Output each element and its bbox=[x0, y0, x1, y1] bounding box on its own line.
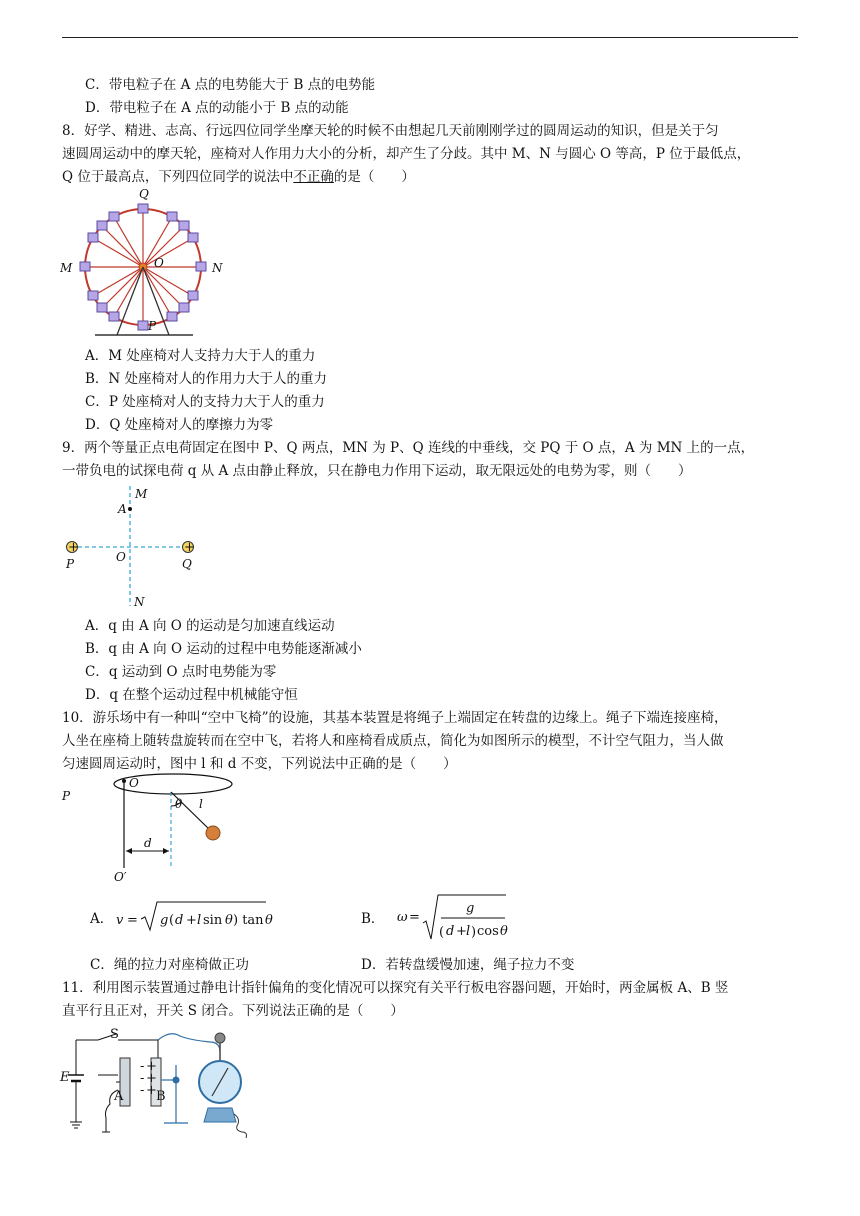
q10-option-b[interactable]: B． bbox=[361, 911, 385, 927]
q9-stem-line1: 9．两个等量正点电荷固定在图中 P、Q 两点，MN 为 P、Q 连线的中垂线，交 PQ 于 O 点，A 为 MN 上的一点， bbox=[62, 440, 755, 456]
label-o: O bbox=[116, 550, 126, 564]
q8-stem-line2: 速圆周运动中的摩天轮，座椅对人作用力大小的分析，却产生了分歧。其中 M、N 与圆心 O 等高，P 位于最低点， bbox=[62, 146, 751, 162]
svg-text:-: - bbox=[140, 1059, 145, 1074]
svg-text:(: ( bbox=[169, 913, 175, 928]
svg-text:+: + bbox=[456, 924, 467, 939]
svg-text:+: + bbox=[146, 1059, 157, 1074]
svg-text:+: + bbox=[146, 1083, 157, 1098]
label-l: l bbox=[199, 797, 203, 811]
svg-text:v: v bbox=[116, 913, 124, 928]
svg-text:-: - bbox=[140, 1071, 145, 1086]
q10-stem-line1: 10．游乐场中有一种叫“空中飞椅”的设施，其基本装置是将绳子上端固定在转盘的边缘上。绳子下端连接座椅， bbox=[62, 710, 728, 726]
svg-text:l: l bbox=[197, 913, 202, 928]
svg-text:d: d bbox=[446, 924, 455, 939]
q10-option-d[interactable]: D．若转盘缓慢加速，绳子拉力不变 bbox=[361, 957, 575, 973]
q7-option-c[interactable]: C．带电粒子在 A 点的电势能大于 B 点的电势能 bbox=[85, 77, 376, 93]
capacitor-electroscope-figure bbox=[58, 1027, 268, 1140]
q8-option-a[interactable]: A．M 处座椅对人支持力大于人的重力 bbox=[85, 348, 316, 364]
q8-option-b[interactable]: B．N 处座椅对人的作用力大于人的重力 bbox=[85, 371, 328, 387]
label-p: P bbox=[62, 789, 71, 803]
svg-text:θ: θ bbox=[265, 913, 273, 928]
label-a: A bbox=[114, 1089, 124, 1104]
q11-stem-line1: 11．利用图示装置通过静电计指针偏角的变化情况可以探究有关平行板电容器问题，开始时，两金属板 A、B 竖 bbox=[62, 980, 729, 996]
header-rule bbox=[62, 37, 798, 38]
q9-stem-line2: 一带负电的试探电荷 q 从 A 点由静止释放，只在静电力作用下运动，取无限远处的电势为零，则（ ） bbox=[62, 463, 692, 479]
q8-stem-line3: Q 位于最高点，下列四位同学的说法中不正确的是（ ） bbox=[62, 169, 415, 185]
svg-text:l: l bbox=[466, 924, 471, 939]
q11-stem-line2: 直平行且正对，开关 S 闭合。下列说法正确的是（ ） bbox=[62, 1003, 404, 1019]
label-s: S bbox=[110, 1027, 119, 1042]
label-m: M bbox=[135, 487, 148, 501]
svg-text:(: ( bbox=[439, 925, 445, 940]
svg-text:g: g bbox=[466, 901, 475, 916]
label-n: N bbox=[212, 261, 223, 275]
svg-text:sin: sin bbox=[203, 913, 223, 928]
q9-option-d[interactable]: D．q 在整个运动过程中机械能守恒 bbox=[85, 687, 298, 703]
label-m: M bbox=[60, 261, 73, 275]
q10-stem-line3: 匀速圆周运动时，图中 l 和 d 不变，下列说法中正确的是（ ） bbox=[62, 756, 457, 772]
label-p: P bbox=[148, 319, 157, 333]
svg-text:=: = bbox=[409, 910, 420, 925]
svg-text:) tan: ) tan bbox=[233, 913, 264, 928]
label-d: d bbox=[144, 836, 152, 850]
q9-option-c[interactable]: C．q 运动到 O 点时电势能为零 bbox=[85, 664, 277, 680]
label-b: B bbox=[156, 1089, 166, 1104]
svg-text:+: + bbox=[184, 540, 195, 555]
q9-option-a[interactable]: A．q 由 A 向 O 的运动是匀加速直线运动 bbox=[85, 618, 335, 634]
q8-option-d[interactable]: D．Q 处座椅对人的摩擦力为零 bbox=[85, 417, 274, 433]
svg-text:-: - bbox=[140, 1083, 145, 1098]
svg-text:g: g bbox=[160, 913, 169, 928]
svg-text:θ: θ bbox=[225, 913, 233, 928]
q8-stem-line1: 8．好学、精进、志高、行远四位同学坐摩天轮的时候不由想起几天前刚刚学过的圆周运动的知识，但是关于匀 bbox=[62, 123, 719, 139]
svg-text:+: + bbox=[186, 913, 197, 928]
svg-text:θ: θ bbox=[500, 924, 508, 939]
svg-text:d: d bbox=[175, 913, 184, 928]
label-o: O bbox=[154, 256, 164, 270]
flying-chair-figure bbox=[58, 772, 238, 887]
point-charges-figure bbox=[58, 482, 208, 612]
label-a: A bbox=[118, 502, 127, 516]
label-p: P bbox=[66, 557, 75, 571]
label-n: N bbox=[134, 595, 145, 609]
label-o: O bbox=[129, 776, 139, 790]
svg-text:cos: cos bbox=[477, 924, 499, 939]
label-o-prime: O′ bbox=[114, 870, 127, 884]
svg-text:+: + bbox=[146, 1071, 157, 1086]
q9-option-b[interactable]: B．q 由 A 向 O 运动的过程中电势能逐渐减小 bbox=[85, 641, 362, 657]
svg-text:=: = bbox=[127, 913, 138, 928]
label-q: Q bbox=[139, 187, 149, 201]
ferris-wheel-figure bbox=[55, 185, 225, 345]
q10-option-a[interactable]: A． bbox=[90, 911, 114, 927]
svg-text:): ) bbox=[471, 925, 477, 940]
svg-text:ω: ω bbox=[397, 910, 408, 925]
label-e: E bbox=[60, 1070, 70, 1085]
q8-underlined-emphasis: 不正确 bbox=[293, 169, 334, 185]
label-theta: θ bbox=[175, 797, 183, 811]
label-q: Q bbox=[182, 557, 192, 571]
svg-text:+: + bbox=[68, 540, 79, 555]
q10-option-b-formula bbox=[397, 893, 517, 945]
q10-stem-line2: 人坐在座椅上随转盘旋转而在空中飞，若将人和座椅看成质点，简化为如图所示的模型，不计空气阻力，当人做 bbox=[62, 733, 724, 749]
q8-option-c[interactable]: C．P 处座椅对人的支持力大于人的重力 bbox=[85, 394, 325, 410]
q10-option-c[interactable]: C．绳的拉力对座椅做正功 bbox=[90, 957, 249, 973]
q7-option-d[interactable]: D．带电粒子在 A 点的动能小于 B 点的动能 bbox=[85, 100, 349, 116]
q10-option-a-formula bbox=[116, 900, 273, 934]
